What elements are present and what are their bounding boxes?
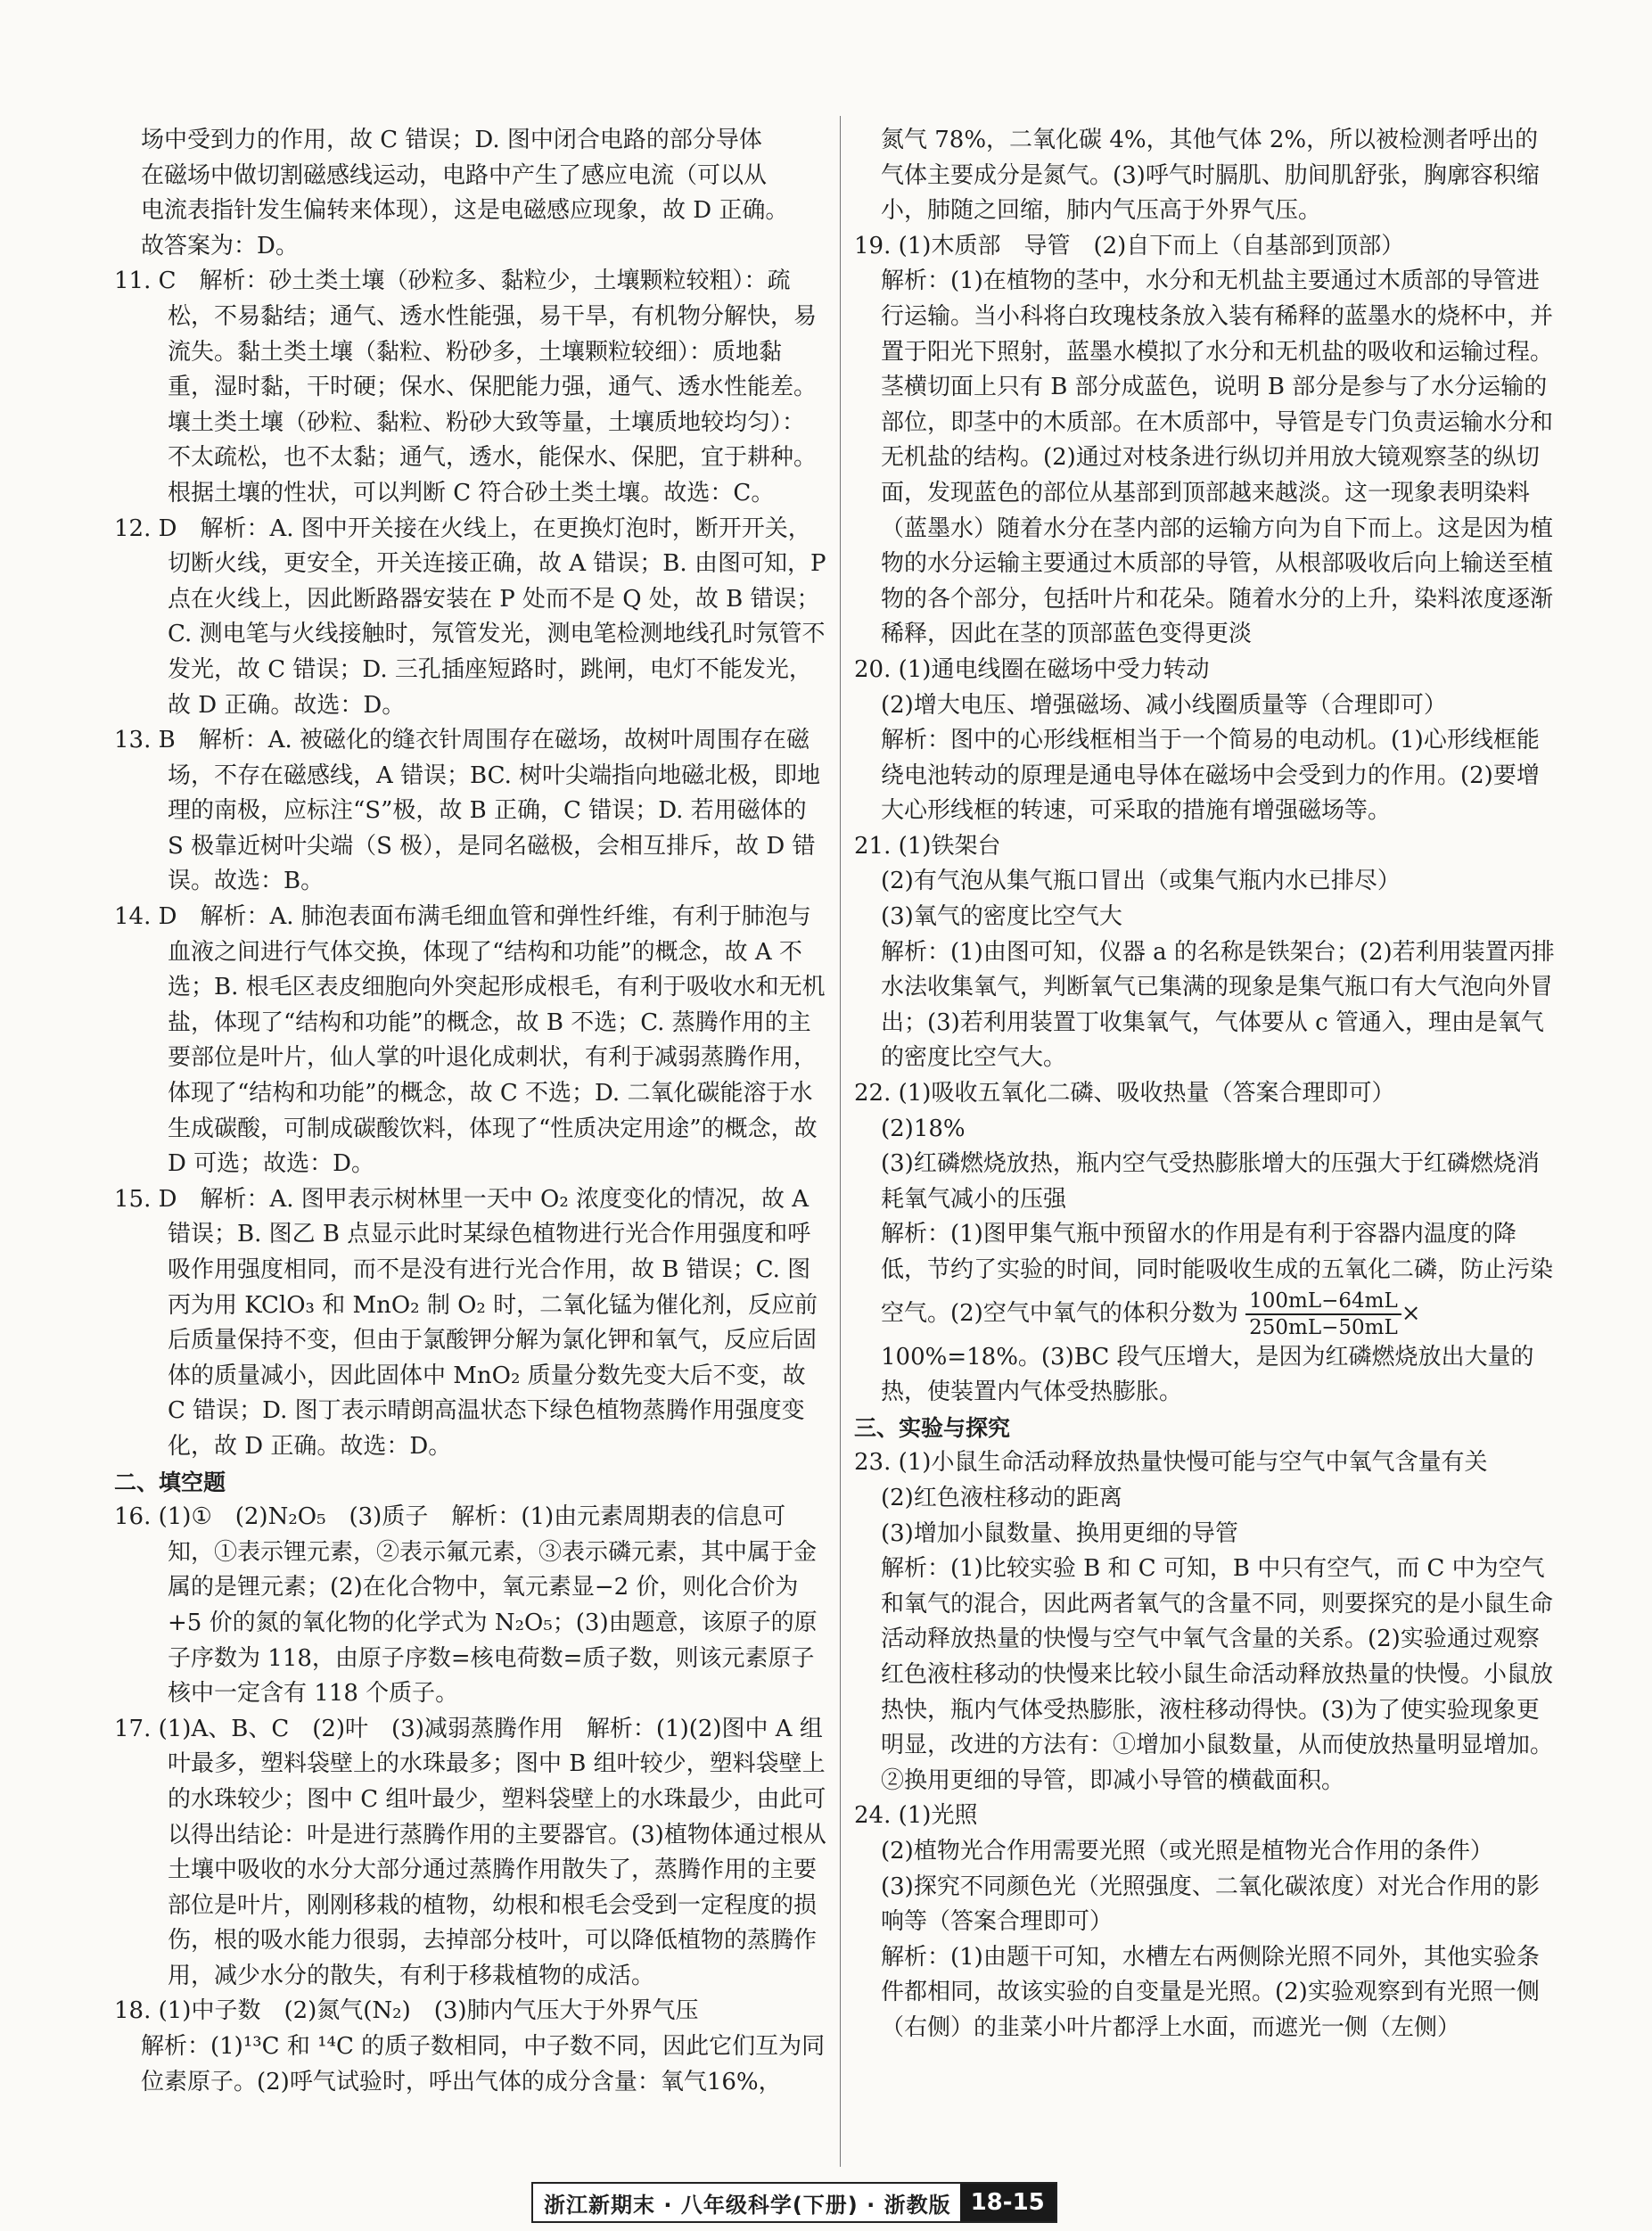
explanation-22 bbox=[854, 1217, 1558, 1410]
explanation-19: 解析：(1)在植物的茎中，水分和无机盐主要通过木质部的导管进行运输。当小科将白玫瑰枝条放入装有稀释的蓝墨水的烧杯中，并置于阳光下照射，蓝墨水模拟了水分和无机盐的吸收和运输过程。茎横切面上只有 B 部分成蓝色，说明 B 部分是参与了水分运输的部位，即茎中的木质部。在木质部中，导管是专门负责运输水分和无机盐的结构。(2)通过对枝条进行纵切并用放大镜观察茎的纵切面，发现蓝色的部位从基部到顶部越来越淡。这一现象表明染料（蓝墨水）随着水分在茎内部的运输方向为自下而上。这是因为植物的水分运输主要通过木质部的导管，从根部吸收后向上输送至植物的各个部分，包括叶片和花朵。随着水分的上升，染料浓度逐渐稀释，因此在茎的顶部蓝色变得更淡 bbox=[881, 268, 1554, 648]
page-number: 18-15 bbox=[960, 2184, 1056, 2221]
explanation-20: 解析：图中的心形线框相当于一个简易的电动机。(1)心形线框能绕电池转动的原理是通电导体在磁场中会受到力的作用。(2)要增大心形线框的转速，可采取的措施有增强磁场等。 bbox=[881, 727, 1540, 825]
answer-item-24: 24. (1)光照 bbox=[854, 1802, 978, 1830]
answer-item-16: 16. (1)① (2)N₂O₅ (3)质子 解析：(1)由元素周期表的信息可知，①表示锂元素，②表示氟元素，③表示磷元素，其中属于金属的是锂元素；(2)在化合物中，氧元素显−2 价，则化合价为+5 价的氮的氧化物的化学式为 N₂O₅；(3)由题意，该原子的原子序数为 118，由原子序数=核电荷数=质子数，则该元素原子核中一定含有 118 个质子。 bbox=[114, 1503, 818, 1708]
answer-item-17: 17. (1)A、B、C (2)叶 (3)减弱蒸腾作用 解析：(1)(2)图中 A 组叶最多，塑料袋壁上的水珠最多；图中 B 组叶较少，塑料袋壁上的水珠较少；图中 C 组叶最少，塑料袋壁上的水珠最少，由此可以得出结论：叶是进行蒸腾作用的主要器官。(3)植物体通过根从土壤中吸收的水分大部分通过蒸腾作用散失了，蒸腾作用的主要部位是叶片，刚刚移栽的植物，幼根和根毛会受到一定程度的损伤，根的吸水能力很弱，去掉部分枝叶，可以降低植物的蒸腾作用，减少水分的散失，有利于移栽植物的成活。 bbox=[114, 1715, 826, 1989]
answer-item-22-part3: (3)红磷燃烧放热，瓶内空气受热膨胀增大的压强大于红磷燃烧消耗氧气减小的压强 bbox=[881, 1150, 1540, 1213]
answer-item-20-part2: (2)增大电压、增强磁场、减小线圈质量等（合理即可） bbox=[881, 691, 1447, 719]
answer-item-21-part3: (3)氧气的密度比空气大 bbox=[881, 903, 1122, 931]
answer-item-23: 23. (1)小鼠生命活动释放热量快慢可能与空气中氧气含量有关 bbox=[854, 1449, 1488, 1477]
answer-item-15: 15. D 解析：A. 图甲表示树林里一天中 O₂ 浓度变化的情况，故 A 错误；B. 图乙 B 点显示此时某绿色植物进行光合作用强度和呼吸作用强度相同，而不是没有进行光合作用，故 B 错误；C. 图丙为用 KClO₃ 和 MnO₂ 制 O₂ 时，二氧化锰为催化剂，反应前后质量保持不变，但由于氯酸钾分解为氯化钾和氧气，反应后固体的质量减小，因此固体中 MnO₂ 质量分数先变大后不变，故 C 错误；D. 图丁表示晴朗高温状态下绿色植物蒸腾作用强度变化，故 D 正确。故选：D。 bbox=[114, 1185, 818, 1460]
answer-item-24-part3: (3)探究不同颜色光（光照强度、二氧化碳浓度）对光合作用的影响等（答案合理即可） bbox=[881, 1873, 1540, 1936]
explanation-18-continued: 氮气 78%，二氧化碳 4%，其他气体 2%，所以被检测者呼出的气体主要成分是氮气。(3)呼气时膈肌、肋间肌舒张，胸廓容积缩小，肺随之回缩，肺内气压高于外界气压。 bbox=[881, 127, 1540, 225]
oxygen-fraction bbox=[1245, 1288, 1401, 1340]
answer-item-23-part3: (3)增加小鼠数量、换用更细的导管 bbox=[881, 1519, 1238, 1547]
footer-title: 浙江新期末 · 八年级科学(下册) · 浙教版 bbox=[544, 2192, 951, 2218]
answer-item-12: 12. D 解析：A. 图中开关接在火线上，在更换灯泡时，断开开关，切断火线，更安全，开关连接正确，故 A 错误；B. 由图可知，P 点在火线上，因此断路器安装在 P 处而不是 Q 处，故 B 错误；C. 测电笔与火线接触时，氖管发光，测电笔检测地线孔时氖管不发光，故 C 错误；D. 三孔插座短路时，跳闸，电灯不能发光，故 D 正确。故选：D。 bbox=[114, 515, 826, 719]
column-divider bbox=[840, 116, 841, 2167]
answer-item-21-part2: (2)有气泡从集气瓶口冒出（或集气瓶内水已排尽） bbox=[881, 868, 1401, 895]
explanation-22-text: 解析：(1)图甲集气瓶中预留水的作用是有利于容器内温度的降低，节约了实验的时间，同时能吸收生成的五氧化二磷，防止污染空气。(2)空气中氧气的体积分数为 bbox=[881, 1221, 1554, 1327]
answer-item-19: 19. (1)木质部 导管 (2)自下而上（自基部到顶部） bbox=[854, 232, 1405, 259]
left-column bbox=[114, 123, 827, 2100]
section-heading-fill-in: 二、填空题 bbox=[114, 1469, 226, 1495]
explanation-23: 解析：(1)比较实验 B 和 C 可知，B 中只有空气，而 C 中为空气和氧气的混合，因此两者氧气的含量不同，则要探究的是小鼠生命活动释放热量的快慢与空气中氧气含量的关系。(2)实验通过观察红色液柱移动的快慢来比较小鼠生命活动释放热量的快慢。小鼠放热快，瓶内气体受热膨胀，液柱移动得快。(3)为了使实验现象更明显，改进的方法有：①增加小鼠数量，从而使放热量明显增加。②换用更细的导管，即减小导管的横截面积。 bbox=[881, 1555, 1554, 1794]
paragraph-q10-continued: 在磁场中做切割磁感线运动，电路中产生了感应电流（可以从 bbox=[141, 161, 768, 189]
answer-item-13: 13. B 解析：A. 被磁化的缝衣针周围存在磁场，故树叶周围存在磁场，不存在磁感线，A 错误；BC. 树叶尖端指向地磁北极，即地理的南极，应标注“S”极，故 B 正确，C 错误；D. 若用磁体的 S 极靠近树叶尖端（S 极），是同名磁极，会相互排斥，故 D 错误。故选：B。 bbox=[114, 727, 821, 895]
answer-item-22: 22. (1)吸收五氧化二磷、吸收热量（答案合理即可） bbox=[854, 1080, 1395, 1107]
explanation-21: 解析：(1)由图可知，仪器 a 的名称是铁架台；(2)若利用装置丙排水法收集氧气，判断氧气已集满的现象是集气瓶口有大气泡向外冒出；(3)若利用装置丁收集氧气，气体要从 c 管通入，理由是氧气的密度比空气大。 bbox=[881, 938, 1555, 1072]
answer-item-11: 11. C 解析：砂土类土壤（砂粒多、黏粒少，土壤颗粒较粗）：疏松，不易黏结；通气、透水性能强，易干旱，有机物分解快，易流失。黏土类土壤（黏粒、粉砂多，土壤颗粒较细）：质地黏重，湿时黏，干时硬；保水、保肥能力强，通气、透水性能差。壤土类土壤（砂粒、黏粒、粉砂大致等量，土壤质地较均匀）：不太疏松，也不太黏；通气，透水，能保水、保肥，宜于耕种。根据土壤的性状，可以判断 C 符合砂土类土壤。故选：C。 bbox=[114, 268, 818, 506]
answer-item-22-part2: (2)18% bbox=[881, 1115, 966, 1142]
answer-item-21: 21. (1)铁架台 bbox=[854, 832, 1001, 860]
answer-item-24-part2: (2)植物光合作用需要光照（或光照是植物光合作用的条件） bbox=[881, 1837, 1493, 1865]
fraction-denominator: 250mL−50mL bbox=[1249, 1315, 1398, 1339]
explanation-22-text-end: 100%=18%。(3)BC 段气压增大，是因为红磷燃烧放出大量的热，使装置内气体受热膨胀。 bbox=[881, 1343, 1534, 1406]
section-heading-experiment: 三、实验与探究 bbox=[854, 1414, 1011, 1441]
paragraph-q10-continued: 故答案为：D。 bbox=[141, 232, 299, 259]
right-column bbox=[854, 123, 1558, 2046]
answer-item-20: 20. (1)通电线圈在磁场中受力转动 bbox=[854, 655, 1210, 683]
times-sign: × bbox=[1401, 1299, 1421, 1327]
answer-item-14: 14. D 解析：A. 肺泡表面布满毛细血管和弹性纤维，有利于肺泡与血液之间进行气体交换，体现了“结构和功能”的概念，故 A 不选；B. 根毛区表皮细胞向外突起形成根毛，有利于吸收水和无机盐，体现了“结构和功能”的概念，故 B 不选；C. 蒸腾作用的主要部位是叶片，仙人掌的叶退化成刺状，有利于减弱蒸腾作用，体现了“结构和功能”的概念，故 C 不选；D. 二氧化碳能溶于水生成碳酸，可制成碳酸饮料，体现了“性质决定用途”的概念，故 D 可选；故选：D。 bbox=[114, 903, 826, 1178]
paragraph-q10-continued: 场中受到力的作用，故 C 错误；D. 图中闭合电路的部分导体 bbox=[141, 127, 762, 153]
paragraph-q10-continued: 电流表指针发生偏转来体现），这是电磁感应现象，故 D 正确。 bbox=[141, 197, 789, 225]
fraction-numerator: 100mL−64mL bbox=[1245, 1288, 1401, 1315]
explanation-24: 解析：(1)由题干可知，水槽左右两侧除光照不同外，其他实验条件都相同，故该实验的自变量是光照。(2)实验观察到有光照一侧（右侧）的韭菜小叶片都浮上水面，而遮光一侧（左侧） bbox=[881, 1943, 1540, 2041]
answer-item-18: 18. (1)中子数 (2)氮气(N₂) (3)肺内气压大于外界气压 bbox=[114, 1997, 699, 2025]
explanation-18: 解析：(1)¹³C 和 ¹⁴C 的质子数相同，中子数不同，因此它们互为同位素原子。(2)呼气试验时，呼出气体的成分含量：氧气16%， bbox=[141, 2033, 826, 2095]
page-footer bbox=[531, 2182, 1057, 2223]
answer-item-23-part2: (2)红色液柱移动的距离 bbox=[881, 1484, 1122, 1511]
